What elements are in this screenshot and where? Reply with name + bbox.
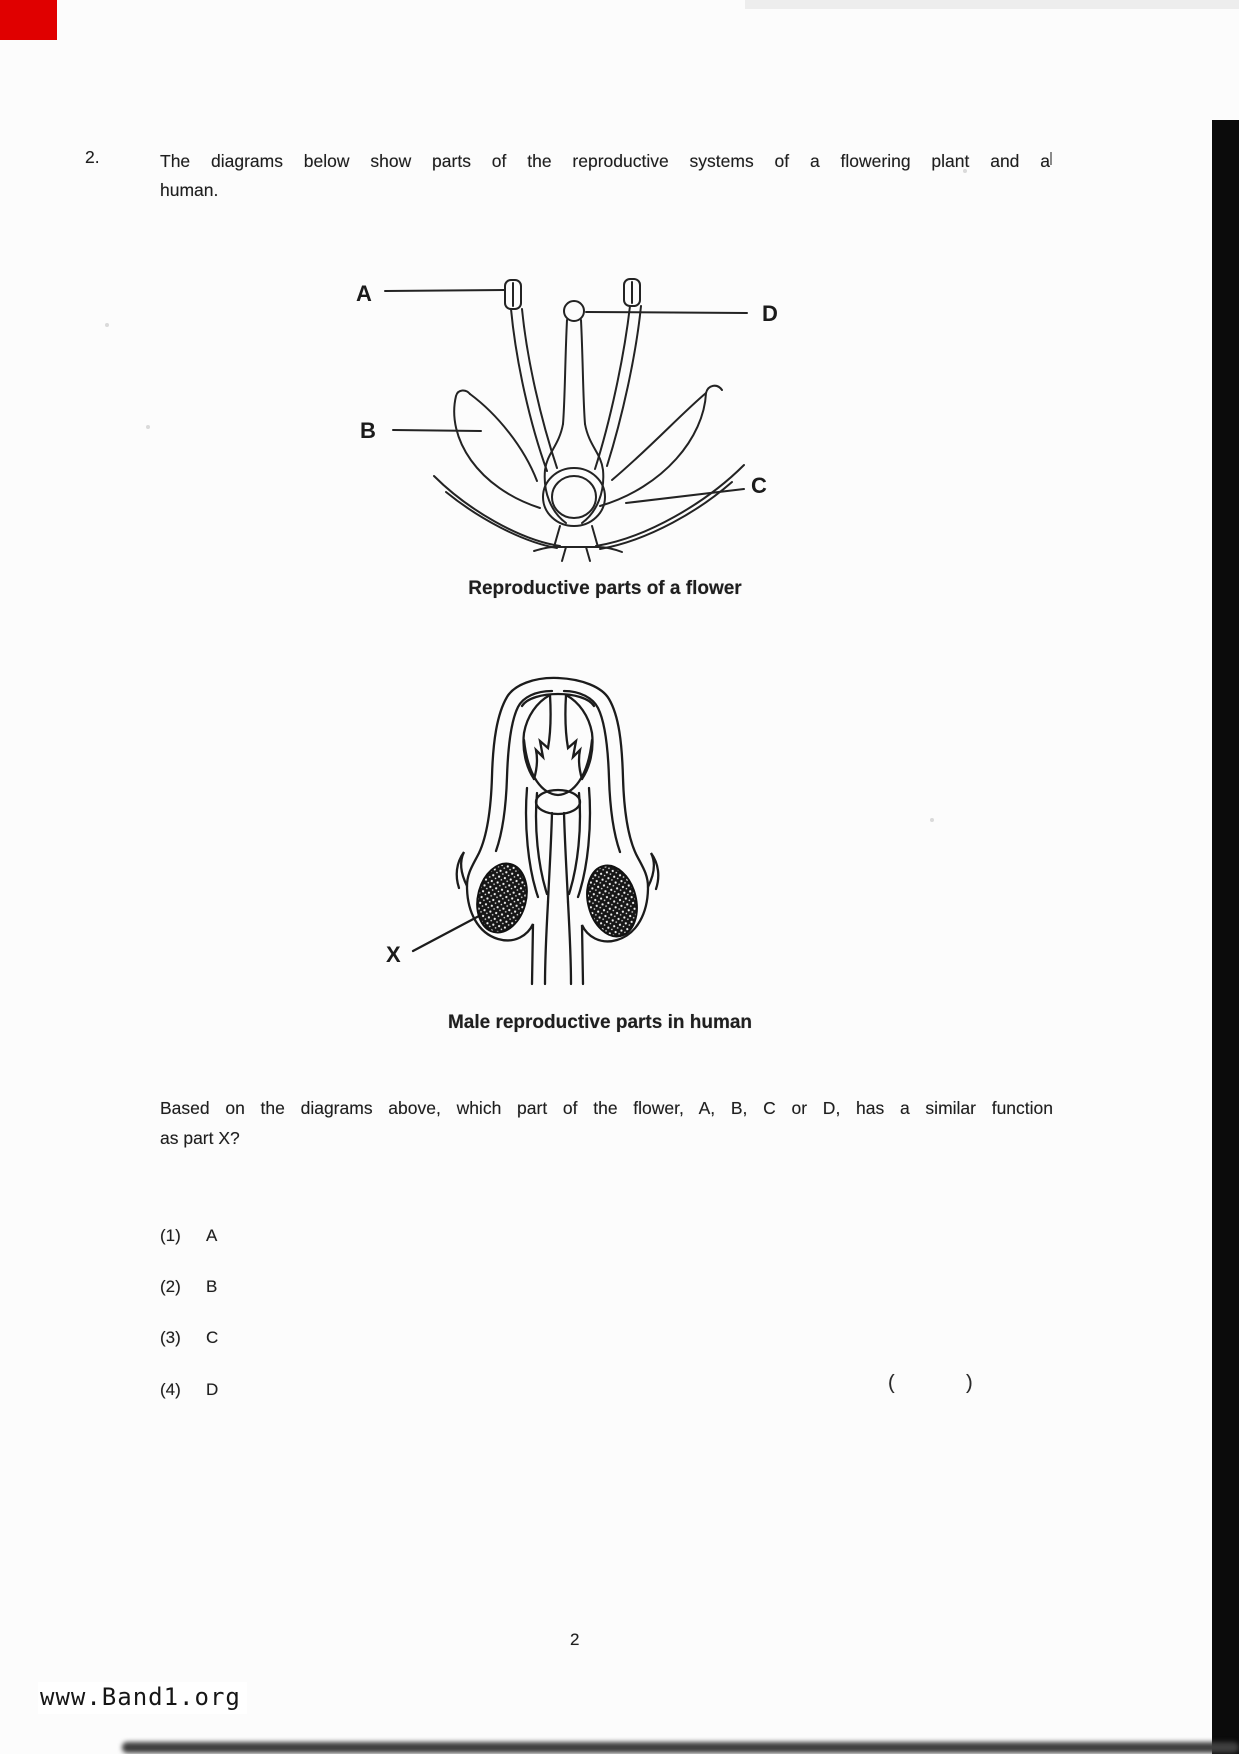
question-stem-line1: The diagrams below show parts of the reproductive systems of a flowering plant and a <box>160 151 1050 171</box>
answer-bracket-open: ( <box>888 1372 895 1394</box>
page-number: 2 <box>570 1630 580 1649</box>
ovary-inner <box>552 476 596 518</box>
option-1-number: (1) <box>160 1226 181 1245</box>
central-duct <box>548 813 552 902</box>
flower-label-d: D <box>762 301 778 326</box>
male-reproductive-diagram <box>380 660 660 1000</box>
label-line-a <box>385 290 505 291</box>
stigma <box>564 301 584 321</box>
option-4-label: D <box>206 1380 219 1399</box>
label-line-c <box>626 489 744 503</box>
scan-edge-bar-right <box>1212 120 1239 1754</box>
urethra-opening <box>536 790 580 814</box>
sepal-right <box>596 465 744 546</box>
option-3-label: C <box>206 1328 219 1347</box>
sub-question <box>160 1093 1053 1153</box>
flower-diagram <box>330 240 790 570</box>
human-caption: Male reproductive parts in human <box>447 1012 753 1033</box>
watermark: www.Band1.org <box>38 1682 247 1714</box>
option-2-label: B <box>206 1277 218 1296</box>
question-number: 2. <box>85 147 100 167</box>
flower-label-a: A <box>356 281 372 306</box>
style-left-wall <box>563 320 567 424</box>
filament-left <box>511 309 547 471</box>
option-1-label: A <box>206 1226 218 1245</box>
option-row-3 <box>160 1328 280 1352</box>
scan-speck <box>930 818 934 822</box>
scan-speck <box>146 425 150 429</box>
question-stem-line2: human. <box>160 180 219 200</box>
option-row-4 <box>160 1380 280 1404</box>
question-stem <box>160 147 1050 205</box>
petal-right <box>600 386 722 506</box>
scan-edge-bar-bottom <box>122 1742 1239 1753</box>
human-label-x: X <box>386 942 401 967</box>
petal-left <box>454 390 540 508</box>
flower-label-c: C <box>751 473 767 498</box>
scan-red-corner-marker <box>0 0 57 40</box>
option-row-1 <box>160 1226 280 1250</box>
option-row-2 <box>160 1277 280 1301</box>
scan-speck <box>1050 152 1052 165</box>
option-3-number: (3) <box>160 1328 181 1347</box>
label-line-b <box>393 430 481 431</box>
sub-question-line2: as part X? <box>160 1128 240 1148</box>
flower-label-b: B <box>360 418 376 443</box>
scan-top-edge-shading <box>745 0 1239 9</box>
label-line-d <box>586 312 747 313</box>
scan-speck <box>105 323 109 327</box>
receptacle <box>554 526 598 547</box>
option-2-number: (2) <box>160 1277 181 1296</box>
label-line-x <box>413 916 479 951</box>
style-right-wall <box>581 320 585 424</box>
flower-caption: Reproductive parts of a flower <box>468 578 742 599</box>
answer-bracket-close: ) <box>966 1372 973 1394</box>
option-4-number: (4) <box>160 1380 181 1399</box>
sub-question-line1: Based on the diagrams above, which part of the flower, A, B, C or D, has a similar function <box>160 1098 1053 1118</box>
